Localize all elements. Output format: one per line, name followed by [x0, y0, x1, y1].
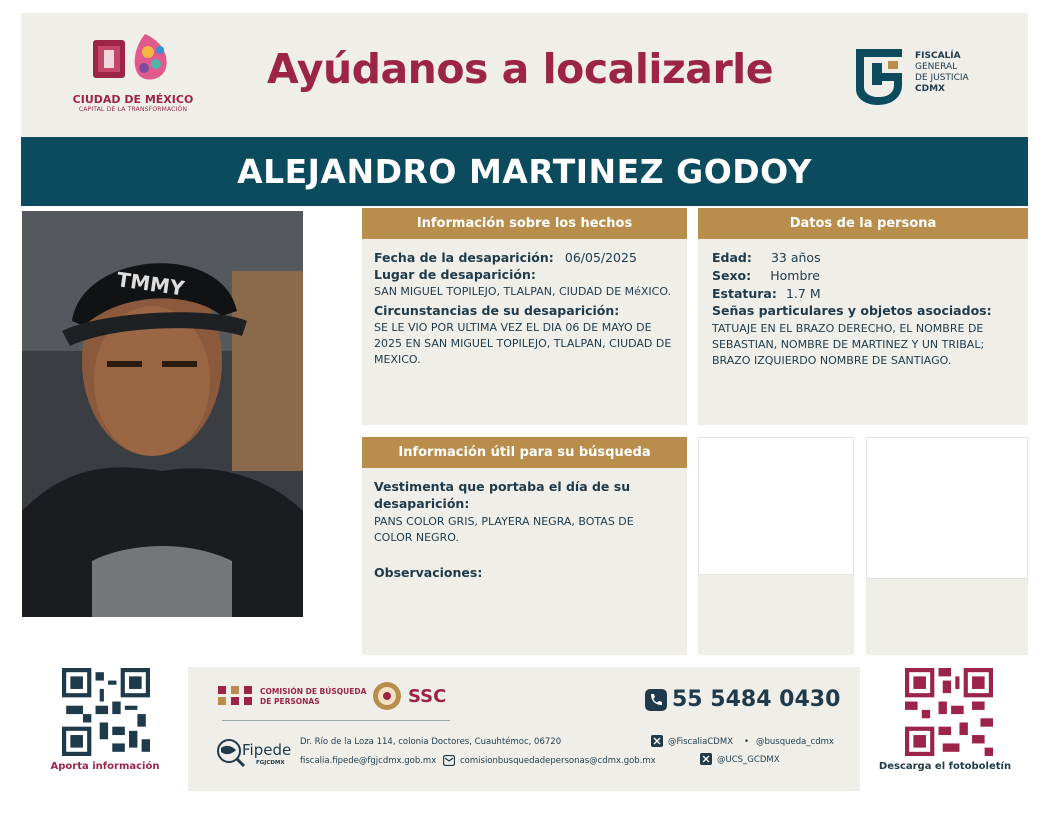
social-separator: •	[744, 737, 750, 747]
person-photo	[22, 211, 303, 617]
fipede-sub: FGJCDMX	[256, 760, 285, 766]
fgj-line-4: CDMX	[915, 84, 945, 94]
qr-left-label: Aporta información	[50, 761, 160, 772]
footer-divider	[222, 720, 450, 721]
panel-datos	[698, 208, 1028, 425]
fecha-label: Fecha de la desaparición:	[374, 250, 554, 265]
edad-value: 33 años	[770, 250, 821, 265]
estatura-value: 1.7 M	[785, 286, 821, 301]
observaciones-label: Observaciones:	[374, 565, 483, 580]
sexo-value: Hombre	[770, 268, 820, 283]
extra-photo-slot-2	[866, 437, 1028, 579]
x-social-icon-2	[700, 753, 712, 765]
ssc-label: SSC	[408, 686, 447, 707]
x-social-icon	[651, 735, 663, 747]
panel-hechos-heading: Información sobre los hechos	[362, 208, 687, 239]
ssc-badge-icon	[372, 681, 402, 711]
person-name: ALEJANDRO MARTINEZ GODOY	[237, 152, 812, 191]
social-busqueda[interactable]: @busqueda_cdmx	[756, 737, 834, 747]
fgj-line-1: FISCALÍA	[915, 51, 961, 61]
page-title: Ayúdanos a localizarle	[266, 45, 774, 93]
senas-label: Señas particulares y objetos asociados:	[712, 303, 992, 318]
qr-code-aporta[interactable]	[62, 668, 150, 756]
lugar-value: SAN MIGUEL TOPILEJO, TLALPAN, CIUDAD DE MéXICO.	[374, 285, 672, 298]
address: Dr. Río de la Loza 114, colonia Doctores, Cuauhtémoc, 06720	[300, 737, 562, 747]
panel-util	[362, 437, 687, 655]
senas-value: TATUAJE EN EL BRAZO DERECHO, EL NOMBRE DE SEBASTIAN, NOMBRE DE MARTINEZ Y UN TRIBAL; BRAZO IZQUIERDO NOMBRE DE SANTIAGO.	[712, 322, 985, 367]
edad-label: Edad:	[712, 250, 752, 265]
estatura-label: Estatura:	[712, 286, 777, 301]
circunstancias-label: Circunstancias de su desaparición:	[374, 303, 620, 318]
cdmx-tagline: CAPITAL DE LA TRANSFORMACIÓN	[78, 106, 188, 113]
fgj-line-2: GENERAL	[915, 62, 958, 72]
phone-number[interactable]: 55 5484 0430	[672, 687, 841, 712]
panel-hechos	[362, 208, 687, 425]
social-fiscalia[interactable]: @FiscaliaCDMX	[668, 737, 734, 747]
fgj-logo	[852, 45, 908, 107]
email-comision[interactable]: comisionbusquedadepersonas@cdmx.gob.mx	[460, 756, 656, 766]
extra-photo-slot-1	[698, 437, 854, 575]
panel-util-heading: Información útil para su búsqueda	[362, 437, 687, 468]
email-fipede[interactable]: fiscalia.fipede@fgjcdmx.gob.mx	[300, 756, 437, 766]
fipede-label: Fipede	[242, 741, 292, 759]
sexo-label: Sexo:	[712, 268, 752, 283]
qr-code-fotoboletin[interactable]	[905, 668, 993, 756]
comision-line-2: DE PERSONAS	[260, 697, 320, 706]
lugar-label: Lugar de desaparición:	[374, 267, 536, 282]
fecha-value: 06/05/2025	[564, 250, 637, 265]
comision-logo-icon	[218, 686, 254, 706]
social-ucs[interactable]: @UCS_GCDMX	[717, 755, 780, 765]
comision-line-1: COMISIÓN DE BÚSQUEDA	[260, 687, 367, 696]
vestimenta-label: Vestimenta que portaba el día de su desaparición:	[374, 479, 631, 511]
qr-right-label: Descarga el fotoboletín	[878, 761, 1012, 772]
vestimenta-value: PANS COLOR GRIS, PLAYERA NEGRA, BOTAS DE COLOR NEGRO.	[374, 515, 634, 544]
footer-contact-box	[188, 667, 860, 791]
email-icon	[443, 755, 455, 766]
svg-text:TMMY: TMMY	[115, 267, 186, 301]
phone-icon	[645, 689, 667, 711]
circunstancias-value: SE LE VIO POR ULTIMA VEZ EL DIA 06 DE MAYO DE 2025 EN SAN MIGUEL TOPILEJO, TLALPAN, CIUDAD DE MEXICO.	[374, 321, 672, 366]
cdmx-name: CIUDAD DE MÉXICO	[72, 93, 194, 106]
panel-datos-heading: Datos de la persona	[698, 208, 1028, 239]
fgj-line-3: DE JUSTICIA	[915, 73, 969, 83]
